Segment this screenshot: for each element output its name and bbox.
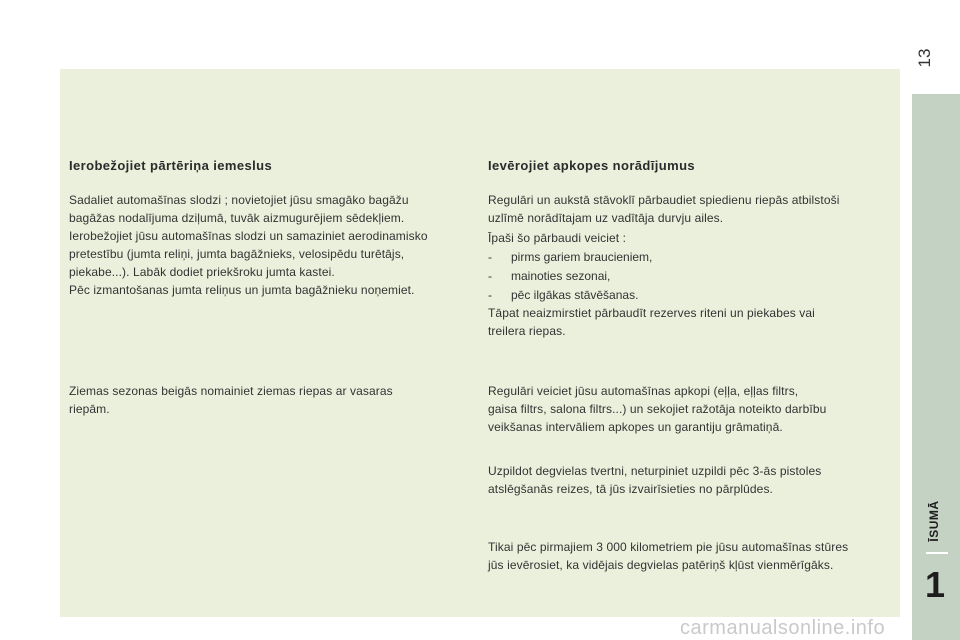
text-line: veikšanas intervāliem apkopes un garantiju grāmatiņā.	[488, 420, 783, 434]
text-line: treilera riepas.	[488, 324, 566, 338]
text-line: jūs ievērosiet, ka vidējais degvielas patēriņš kļūst vienmērīgāks.	[488, 558, 834, 572]
list-bullet: -	[488, 250, 492, 264]
left-paragraph-load	[69, 191, 409, 227]
text-line: pretestību (jumta reliņi, jumta bagāžnieks, velosipēdu turētājs,	[69, 247, 405, 261]
left-paragraph-roof-rails	[69, 281, 415, 299]
left-paragraph-aerodynamics	[69, 227, 428, 281]
text-line: Sadaliet automašīnas slodzi ; novietojiet jūsu smagāko bagāžu	[69, 193, 409, 207]
text-line: Tikai pēc pirmajiem 3 000 kilometriem pie jūsu automašīnas stūres	[488, 540, 849, 554]
list-item-text: mainoties sezonai,	[511, 269, 611, 283]
right-paragraph-fuel	[488, 462, 821, 498]
right-list-intro: Īpaši šo pārbaudi veiciet :	[488, 231, 627, 245]
right-column-heading: Ievērojiet apkopes norādījumus	[488, 158, 696, 173]
page-number: 13	[915, 48, 934, 68]
left-paragraph-tyres	[69, 382, 393, 418]
tab-divider	[926, 552, 948, 554]
section-tab-label: ĪSUMĀ	[927, 500, 941, 542]
left-column-heading: Ierobežojiet pārtēriņa iemeslus	[69, 158, 273, 173]
list-bullet: -	[488, 288, 492, 302]
right-paragraph-maintenance	[488, 382, 826, 436]
text-line: atslēgšanās reizes, tā jūs izvairīsieties no pārplūdes.	[488, 482, 773, 496]
text-line: Tāpat neaizmirstiet pārbaudīt rezerves riteni un piekabes vai	[488, 306, 815, 320]
list-bullet: -	[488, 269, 492, 283]
text-line: Regulāri un aukstā stāvoklī pārbaudiet spiedienu riepās atbilstoši	[488, 193, 840, 207]
right-paragraph-pressure	[488, 191, 839, 227]
text-line: Ziemas sezonas beigās nomainiet ziemas riepas ar vasaras	[69, 384, 393, 398]
text-line: gaisa filtrs, salona filtrs...) un sekojiet ražotāja noteikto darbību	[488, 402, 827, 416]
text-line: riepām.	[69, 402, 110, 416]
text-line: Ierobežojiet jūsu automašīnas slodzi un samaziniet aerodinamisko	[69, 229, 428, 243]
right-paragraph-running-in	[488, 538, 848, 574]
list-item-text: pirms gariem braucieniem,	[511, 250, 653, 264]
content-panel	[60, 69, 900, 617]
right-paragraph-spare-wheel	[488, 304, 815, 340]
text-line: bagāžas nodalījuma dziļumā, tuvāk aizmugurējiem sēdekļiem.	[69, 211, 405, 225]
text-line: Pēc izmantošanas jumta reliņus un jumta bagāžnieku noņemiet.	[69, 283, 415, 297]
text-line: uzlīmē norādītajam uz vadītāja durvju ailes.	[488, 211, 724, 225]
chapter-number: 1	[924, 564, 946, 605]
watermark-text: carmanualsonline.info	[680, 617, 886, 639]
sidebar-tab	[912, 94, 960, 640]
list-item-text: pēc ilgākas stāvēšanas.	[511, 288, 639, 302]
text-line: Uzpildot degvielas tvertni, neturpiniet uzpildi pēc 3-ās pistoles	[488, 464, 822, 478]
text-line: Regulāri veiciet jūsu automašīnas apkopi (eļļa, eļļas filtrs,	[488, 384, 799, 398]
text-line: piekabe...). Labāk dodiet priekšroku jumta kastei.	[69, 265, 335, 279]
